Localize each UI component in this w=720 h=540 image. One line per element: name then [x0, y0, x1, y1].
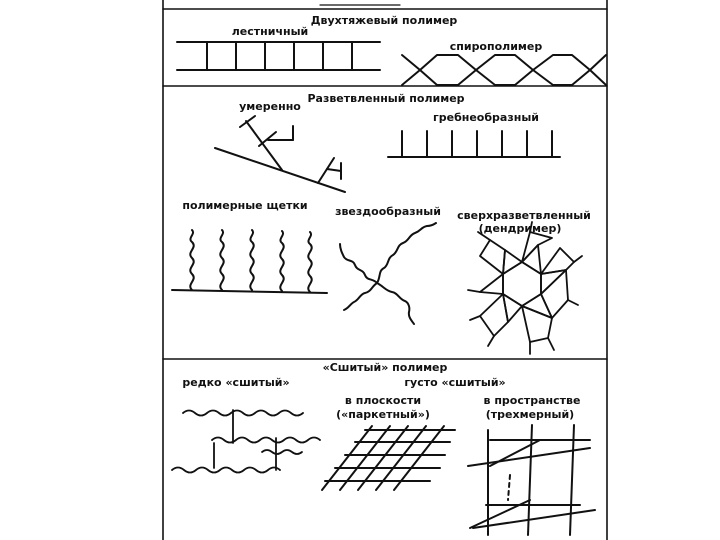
label-dendrimer-line1: сверхразветвленный [457, 209, 591, 222]
label-dendrimer-line2: (дендример) [478, 222, 562, 235]
moderately-branched-drawing [215, 116, 345, 192]
section-title-crosslinked: «Сшитый» полимер [322, 361, 448, 374]
label-spatial-line2: (трехмерный) [485, 408, 575, 421]
label-moderate: умеренно [239, 100, 301, 113]
section-title-double-strand: Двухтяжевый полимер [310, 14, 458, 27]
label-dense: густо «сшитый» [404, 376, 506, 389]
section-title-branched: Разветвленный полимер [307, 92, 465, 105]
spiro-polymer-drawing [402, 55, 606, 85]
label-spatial-line1: в пространстве [483, 394, 581, 407]
star-polymer-drawing [340, 223, 436, 324]
label-sparse: редко «сшитый» [182, 376, 290, 389]
dendrimer-drawing [468, 222, 582, 354]
sparse-crosslinked-drawing [172, 410, 320, 473]
label-brushes: полимерные щетки [182, 199, 308, 212]
label-planar-line2: («паркетный») [336, 408, 430, 421]
label-star: звездообразный [335, 205, 441, 218]
label-spiro: спирополимер [449, 40, 543, 53]
polymer-brushes-drawing [172, 230, 327, 293]
ladder-polymer-drawing [177, 42, 380, 70]
label-planar-line1: в плоскости [344, 394, 422, 407]
planar-crosslinked-drawing [322, 426, 455, 490]
label-ladder: лестничный [231, 25, 309, 38]
spatial-crosslinked-drawing [468, 425, 595, 535]
label-comb: гребнеобразный [432, 111, 540, 124]
comb-polymer-drawing [388, 131, 560, 157]
